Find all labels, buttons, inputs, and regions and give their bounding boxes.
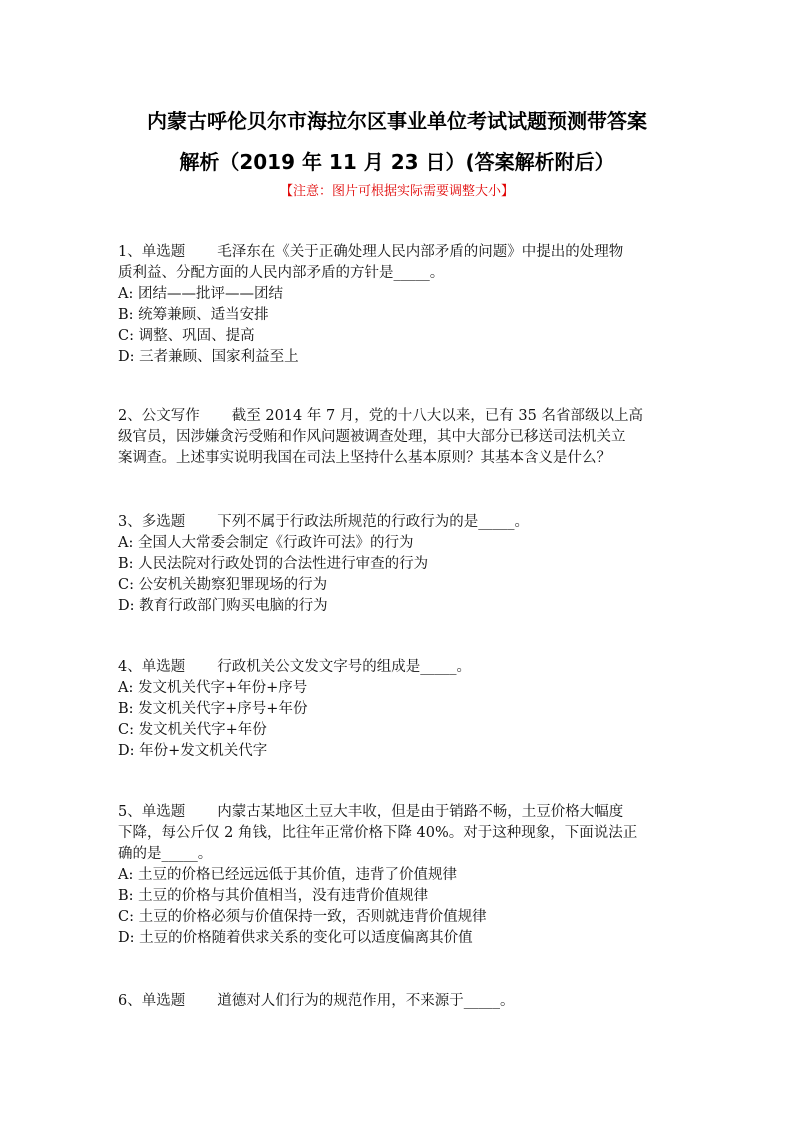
question-text-line: 质利益、分配方面的人民内部矛盾的方针是_____。 [118, 265, 445, 281]
question-text-line: 级官员，因涉嫌贪污受贿和作风问题被调查处理，其中大部分已移送司法机关立 [118, 429, 626, 445]
notice-text: 【注意：图片可根据实际需要调整大小】 [279, 184, 514, 199]
question-number: 2、 [118, 408, 142, 424]
question-text-line: 内蒙古某地区土豆大丰收，但是由于销路不畅，土豆价格大幅度 [217, 804, 624, 820]
option-c: C: 发文机关代字+年份 [118, 722, 267, 738]
document-title-line2: 解析（2019 年 11 月 23 日）(答案解析附后） [179, 150, 615, 174]
option-b: B: 发文机关代字+序号+年份 [118, 701, 308, 717]
option-b: B: 人民法院对行政处罚的合法性进行审查的行为 [118, 556, 429, 572]
question-number: 3、 [118, 514, 142, 530]
question-text-line: 行政机关公文发文字号的组成是_____。 [217, 659, 471, 675]
option-d: D: 教育行政部门购买电脑的行为 [118, 598, 328, 614]
question-number: 4、 [118, 659, 142, 675]
question-stem [118, 406, 678, 427]
question-number: 6、 [118, 993, 142, 1009]
question-stem [118, 991, 678, 1012]
option-a: A: 发文机关代字+年份+序号 [118, 680, 308, 696]
question-stem [118, 657, 678, 678]
question-type: 多选题 [141, 514, 186, 530]
question-text-line: 道德对人们行为的规范作用，不来源于_____。 [217, 993, 515, 1009]
question-2 [118, 406, 678, 469]
option-d: D: 土豆的价格随着供求关系的变化可以适度偏离其价值 [118, 930, 473, 946]
option-c: C: 土豆的价格必须与价值保持一致，否则就违背价值规律 [118, 909, 487, 925]
question-type: 单选题 [141, 659, 186, 675]
question-type: 单选题 [141, 244, 186, 260]
question-text-line: 下降，每公斤仅 2 角钱，比往年正常价格下降 40%。对于这种现象，下面说法正 [118, 825, 638, 841]
option-a: A: 土豆的价格已经远远低于其价值，违背了价值规律 [118, 867, 457, 883]
document-title-line1: 内蒙古呼伦贝尔市海拉尔区事业单位考试试题预测带答案 [147, 109, 647, 133]
option-b: B: 土豆的价格与其价值相当，没有违背价值规律 [118, 888, 429, 904]
question-text-line: 确的是_____。 [118, 846, 213, 862]
question-1 [118, 242, 678, 368]
question-text-line: 毛泽东在《关于正确处理人民内部矛盾的问题》中提出的处理物 [217, 244, 624, 260]
option-c: C: 公安机关勘察犯罪现场的行为 [118, 577, 328, 593]
option-d: D: 年份+发文机关代字 [118, 743, 268, 759]
question-type: 单选题 [141, 804, 186, 820]
question-stem [118, 242, 678, 263]
question-text-line: 下列不属于行政法所规范的行政行为的是_____。 [217, 514, 529, 530]
question-text-line: 截至 2014 年 7 月，党的十八大以来，已有 35 名省部级以上高 [231, 408, 643, 424]
question-number: 5、 [118, 804, 142, 820]
question-type: 单选题 [141, 993, 186, 1009]
option-a: A: 全国人大常委会制定《行政许可法》的行为 [118, 535, 414, 551]
option-c: C: 调整、巩固、提高 [118, 328, 255, 344]
question-stem [118, 512, 678, 533]
option-d: D: 三者兼顾、国家利益至上 [118, 349, 299, 365]
question-5 [118, 802, 678, 949]
option-b: B: 统筹兼顾、适当安排 [118, 307, 269, 323]
question-type: 公文写作 [141, 408, 200, 424]
question-number: 1、 [118, 244, 142, 260]
question-text-line: 案调查。上述事实说明我国在司法上坚持什么基本原则？其基本含义是什么？ [118, 450, 611, 466]
question-3 [118, 512, 678, 617]
option-a: A: 团结——批评——团结 [118, 286, 283, 302]
question-6 [118, 991, 678, 1012]
question-stem [118, 802, 678, 823]
question-4 [118, 657, 678, 762]
